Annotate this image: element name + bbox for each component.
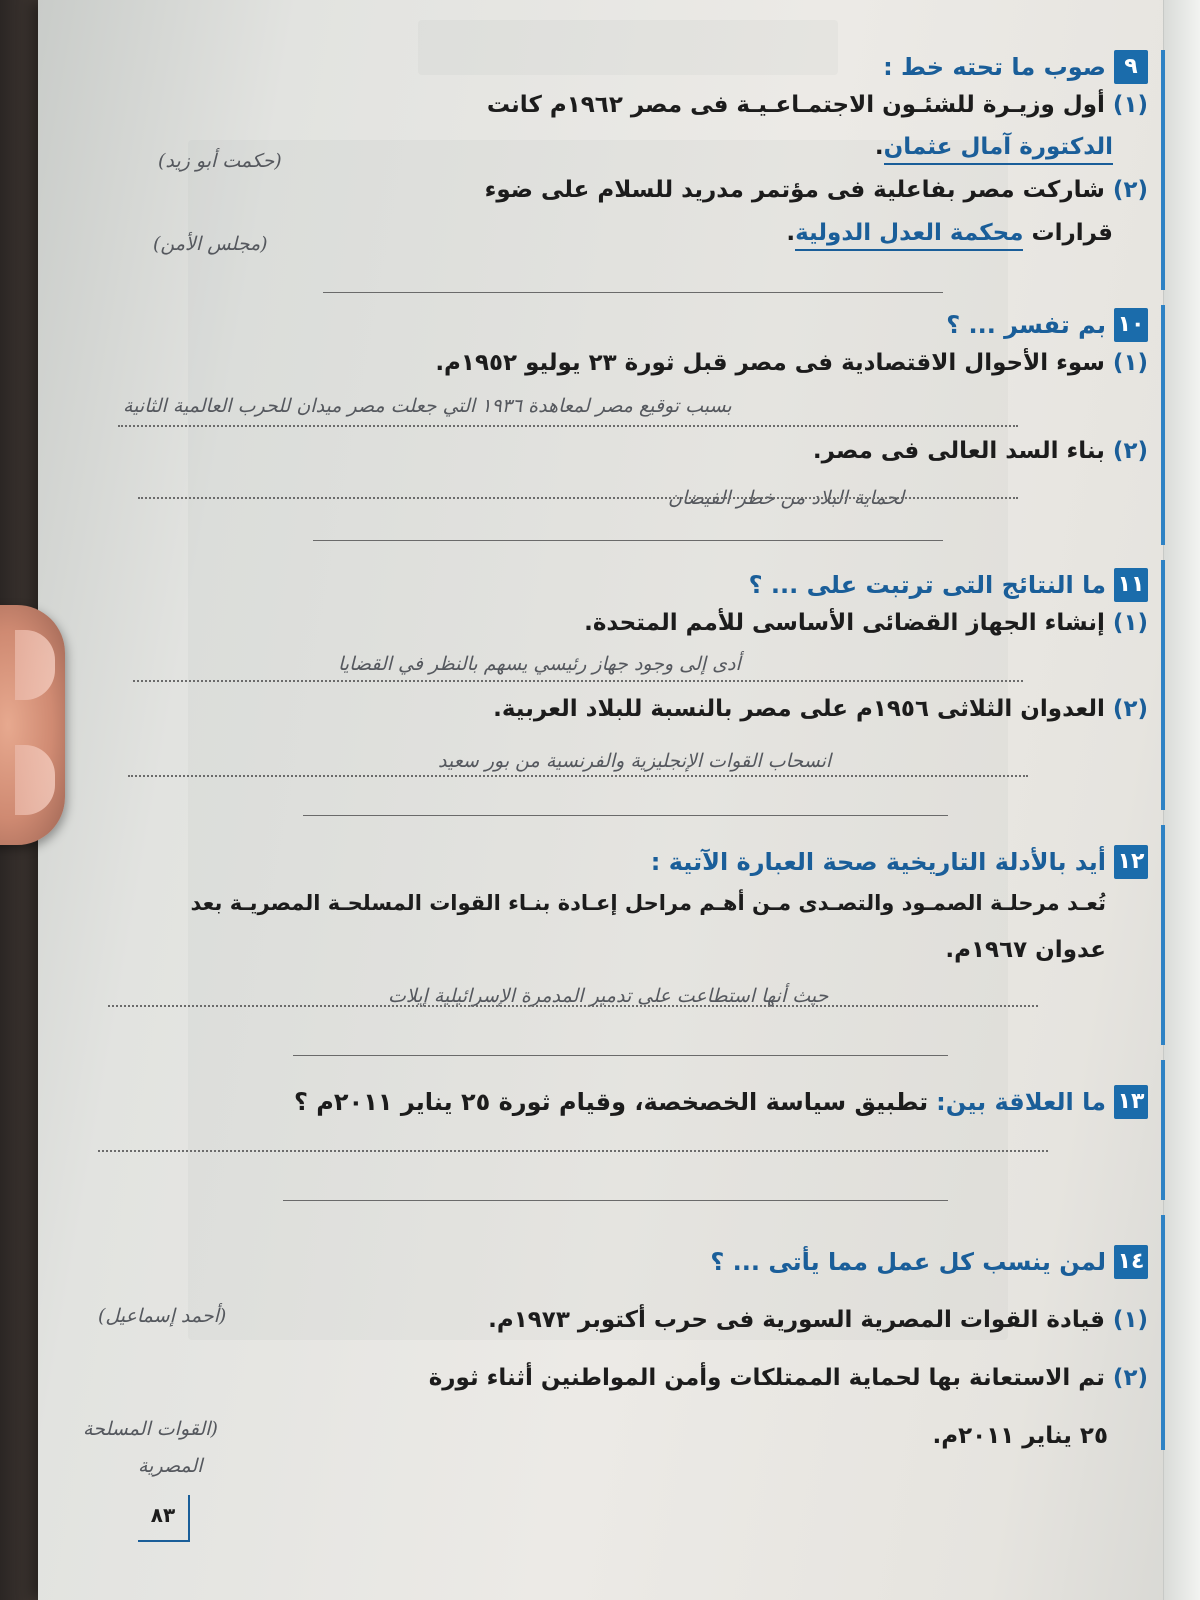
answer-line xyxy=(313,540,943,541)
answer-line xyxy=(293,1055,948,1056)
question-accent-bar xyxy=(1161,560,1165,810)
question-accent-bar xyxy=(1161,1060,1165,1200)
item-text: إنشاء الجهاز القضائى الأساسى للأمم المتحدة. xyxy=(584,610,1105,636)
question-title: أيد بالأدلة التاريخية صحة العبارة الآتية : xyxy=(650,848,1106,876)
item-text: قيادة القوات المصرية السورية فى حرب أكتوبر ١٩٧٣م. xyxy=(488,1307,1105,1333)
dotted-answer-line xyxy=(98,1150,1048,1152)
thumb-holding-page xyxy=(0,605,65,845)
question-item-1 xyxy=(488,1307,1148,1333)
handwritten-answer: لحماية البلاد من خطر الفيضان xyxy=(668,487,905,509)
dotted-answer-line xyxy=(133,680,1023,682)
item-text: . xyxy=(786,220,796,246)
item-text: قرارات xyxy=(1031,220,1113,246)
question-number: ١٣ xyxy=(1114,1085,1148,1119)
handwritten-answer: المصرية xyxy=(138,1455,203,1477)
item-text: بناء السد العالى فى مصر. xyxy=(812,438,1105,464)
question-number: ١١ xyxy=(1114,568,1148,602)
question-item-1 xyxy=(584,610,1148,636)
question-number: ١٤ xyxy=(1114,1245,1148,1279)
question-13 xyxy=(128,1085,1148,1119)
question-number: ٩ xyxy=(1114,50,1148,84)
handwritten-answer: (مجلس الأمن) xyxy=(153,233,268,255)
question-item-2 xyxy=(493,696,1148,722)
dotted-answer-line xyxy=(128,775,1028,777)
item-number: (١) xyxy=(1112,350,1148,376)
handwritten-answer: (حكمت أبو زيد) xyxy=(158,150,282,172)
item-number: (١) xyxy=(1112,610,1148,636)
question-header xyxy=(148,568,1148,602)
handwritten-answer: (أحمد إسماعيل) xyxy=(98,1305,227,1327)
question-item-2-line2 xyxy=(786,220,1113,246)
item-text: أول وزيـرة للشئـون الاجتمـاعـيـة فى مصر ١٩٦٢م كانت xyxy=(486,92,1105,118)
item-text: شاركت مصر بفاعلية فى مؤتمر مدريد للسلام على ضوء xyxy=(484,177,1105,203)
handwritten-answer: (القوات المسلحة xyxy=(83,1418,218,1440)
question-item-1-line2 xyxy=(875,134,1113,160)
handwritten-answer: حيث أنها استطاعت على تدمير المدمرة الإسرائيلية إيلات xyxy=(388,985,829,1007)
statement-line-1: تُعـد مرحلـة الصمـود والتصـدى مـن أهـم مراحل إعـادة بنـاء القوات المسلحـة المصريـة بعد xyxy=(190,891,1106,915)
item-number: (٢) xyxy=(1112,696,1148,722)
page-edge xyxy=(1163,0,1200,1600)
question-header xyxy=(128,845,1148,879)
handwritten-answer: انسحاب القوات الإنجليزية والفرنسية من بور سعيد xyxy=(438,750,832,772)
item-number: (١) xyxy=(1112,1307,1148,1333)
item-number: (٢) xyxy=(1112,438,1148,464)
handwritten-answer: بسبب توقيع مصر لمعاهدة ١٩٣٦ التي جعلت مصر ميدان للحرب العالمية الثانية xyxy=(123,395,732,417)
item-text: تم الاستعانة بها لحماية الممتلكات وأمن المواطنين أثناء ثورة xyxy=(428,1365,1105,1391)
item-text: العدوان الثلاثى ١٩٥٦م على مصر بالنسبة للبلاد العربية. xyxy=(493,696,1105,722)
question-title: ما النتائج التى ترتبت على ... ؟ xyxy=(748,571,1106,599)
answer-line xyxy=(323,292,943,293)
question-title: صوب ما تحته خط : xyxy=(883,53,1106,81)
thumb-nail xyxy=(15,630,55,700)
question-header xyxy=(148,50,1148,84)
dotted-answer-line xyxy=(138,497,1018,499)
workbook-page xyxy=(38,0,1200,1600)
question-accent-bar xyxy=(1161,50,1165,290)
question-accent-bar xyxy=(1161,1215,1165,1450)
question-title: ما العلاقة بين: xyxy=(936,1088,1106,1116)
question-header xyxy=(148,308,1148,342)
handwritten-answer: أدى إلى وجود جهاز رئيسي يسهم بالنظر في القضايا xyxy=(338,653,741,675)
underlined-phrase: الدكتورة آمال عثمان xyxy=(884,134,1113,165)
question-item-2-line2: ٢٥ يناير ٢٠١١م. xyxy=(932,1423,1108,1449)
question-item-1 xyxy=(435,350,1148,376)
question-title: بم تفسر ... ؟ xyxy=(946,311,1106,339)
page-number: ٨٣ xyxy=(138,1495,190,1542)
underlined-phrase: محكمة العدل الدولية xyxy=(795,220,1023,251)
dotted-answer-line xyxy=(118,425,1018,427)
question-accent-bar xyxy=(1161,825,1165,1045)
question-text: تطبيق سياسة الخصخصة، وقيام ثورة ٢٥ يناير ٢٠١١م ؟ xyxy=(294,1088,929,1116)
question-item-2 xyxy=(813,438,1148,464)
item-number: (٢) xyxy=(1112,1365,1148,1391)
question-item-2 xyxy=(429,1365,1148,1391)
question-header xyxy=(128,1245,1148,1279)
item-text: . xyxy=(874,134,884,160)
question-accent-bar xyxy=(1161,305,1165,545)
question-header xyxy=(128,1085,1148,1119)
item-text: سوء الأحوال الاقتصادية فى مصر قبل ثورة ٢٣ يوليو ١٩٥٢م. xyxy=(435,350,1105,376)
dotted-answer-line xyxy=(108,1005,1038,1007)
question-title: لمن ينسب كل عمل مما يأتى ... ؟ xyxy=(710,1248,1106,1276)
answer-line xyxy=(283,1200,948,1201)
question-number: ١٠ xyxy=(1114,308,1148,342)
question-item-1 xyxy=(487,92,1148,118)
item-number: (١) xyxy=(1112,92,1148,118)
statement-line-2: عدوان ١٩٦٧م. xyxy=(945,937,1106,963)
answer-line xyxy=(303,815,948,816)
question-number: ١٢ xyxy=(1114,845,1148,879)
finger-nail xyxy=(15,745,55,815)
question-12 xyxy=(128,845,1148,963)
question-item-2 xyxy=(485,177,1148,203)
item-number: (٢) xyxy=(1112,177,1148,203)
